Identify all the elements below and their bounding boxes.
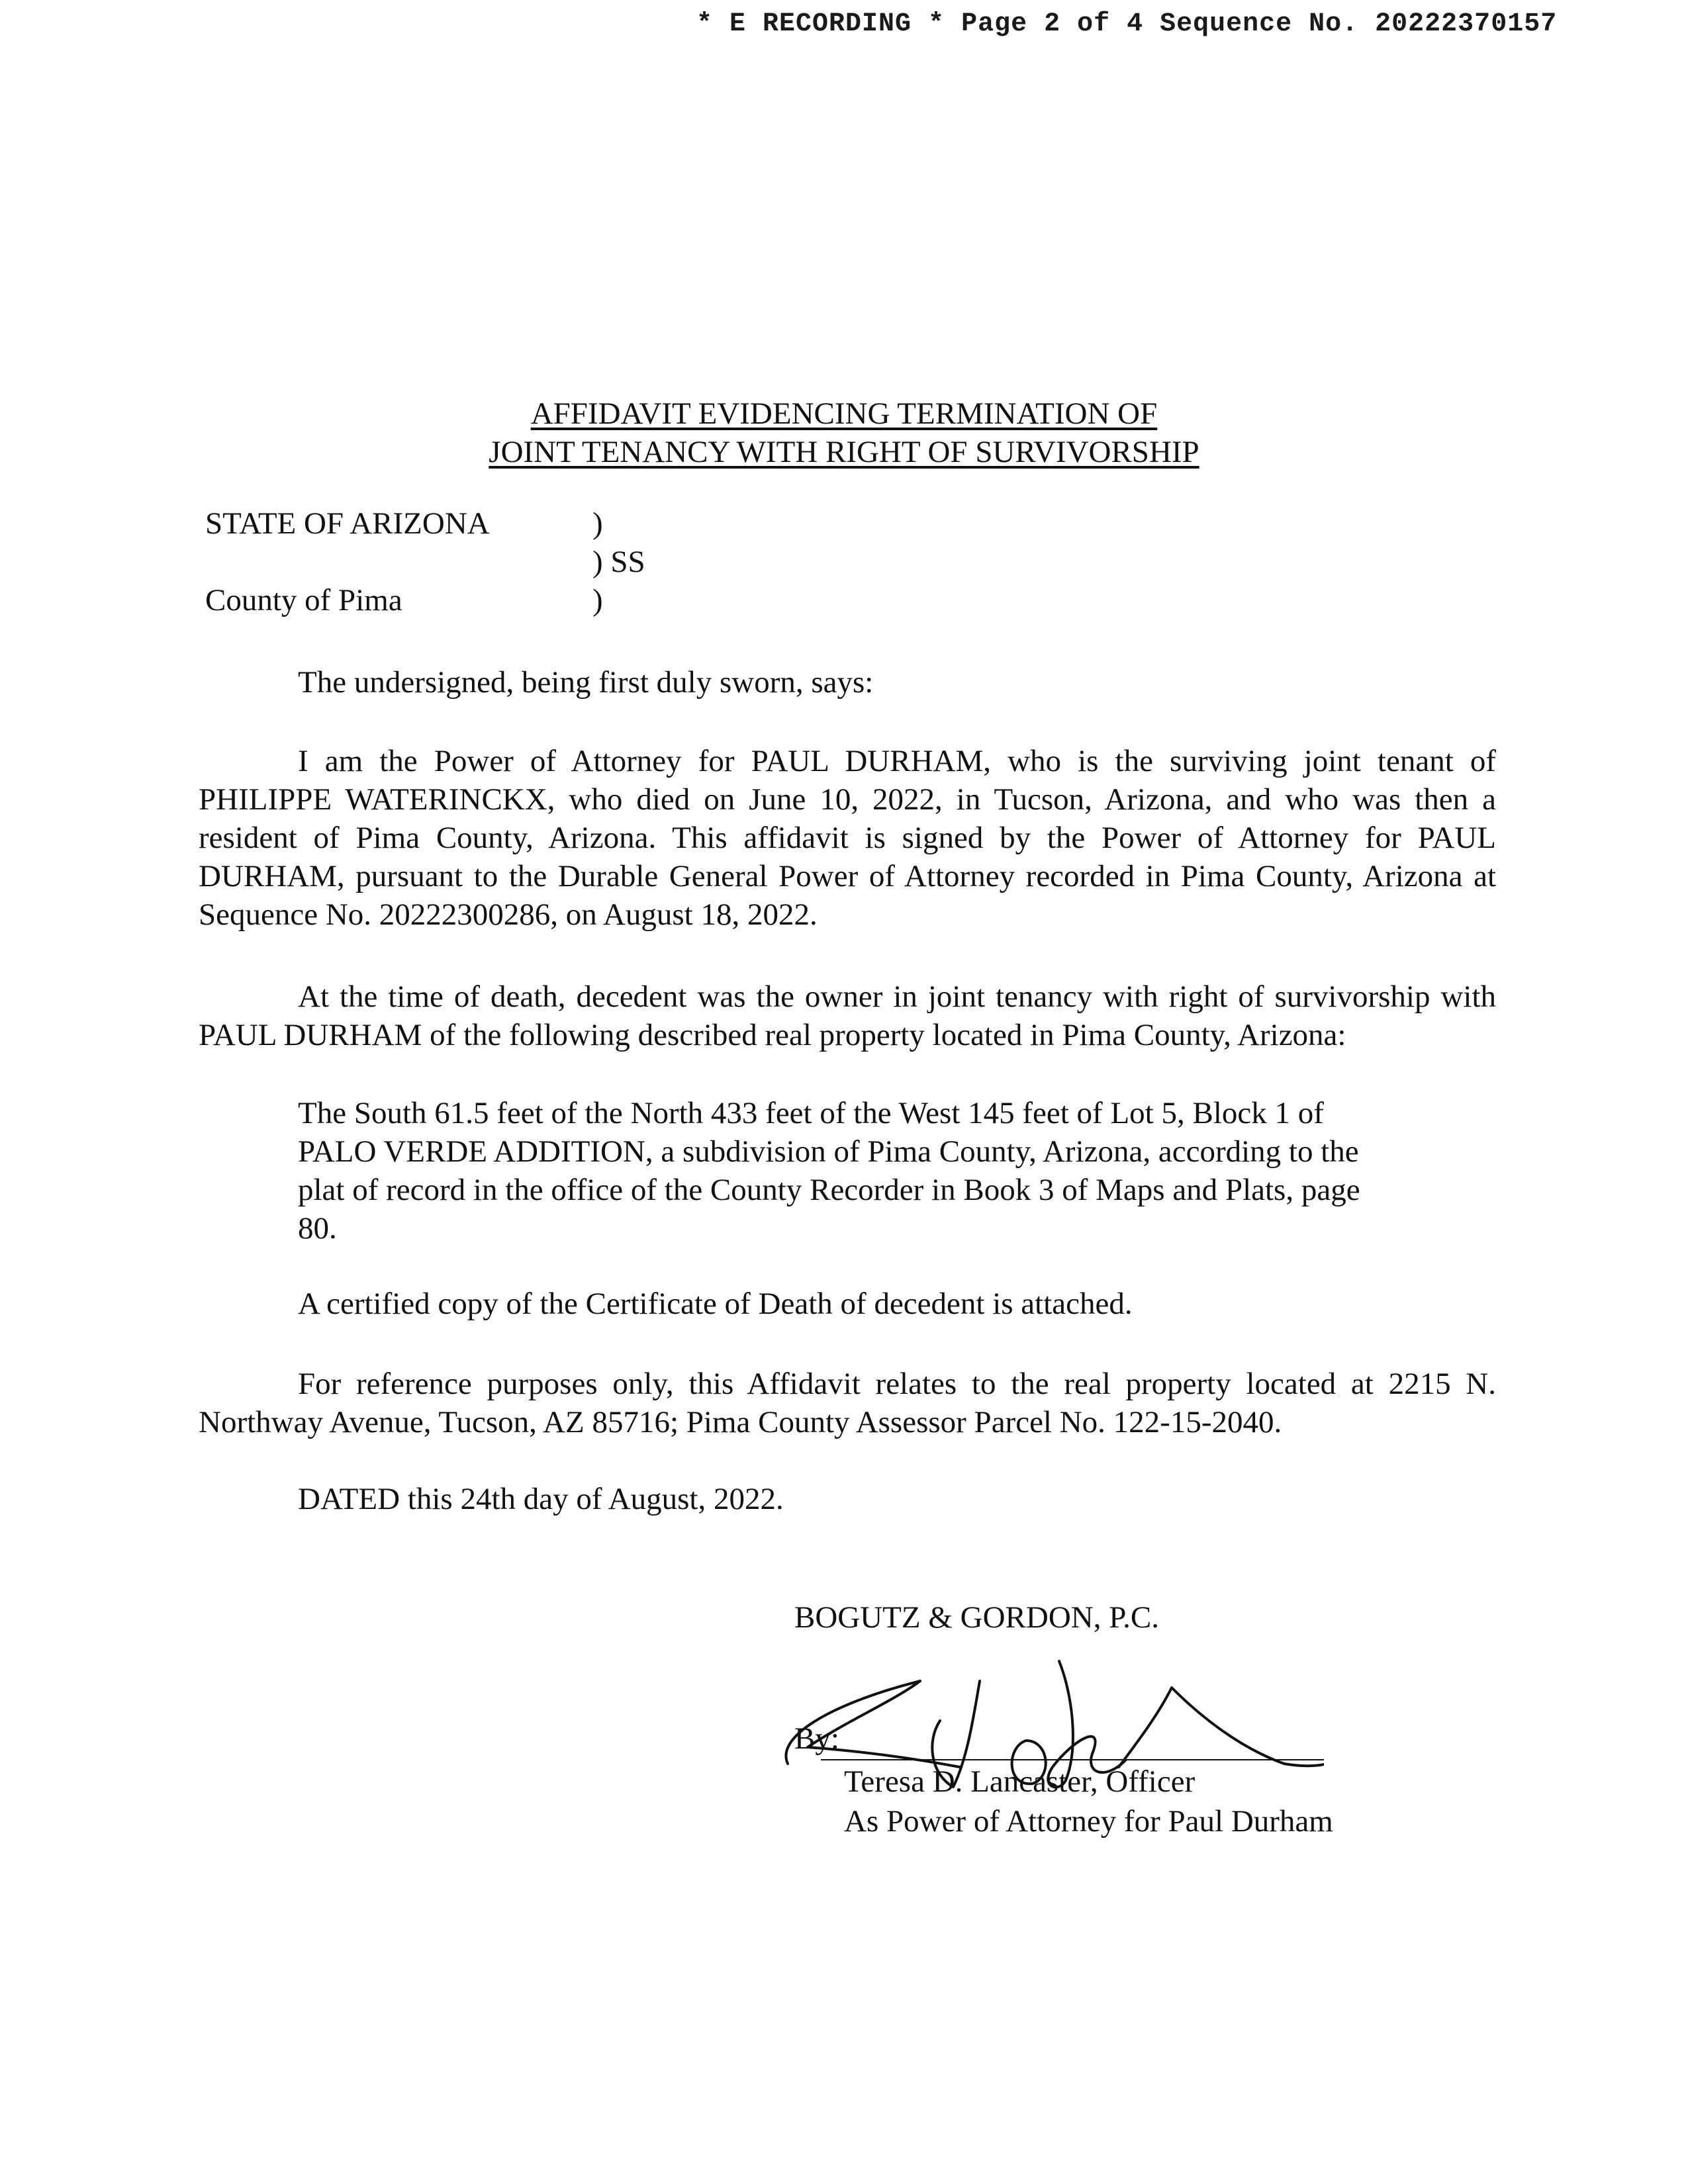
venue-county: County of Pima	[205, 583, 402, 617]
signer-name: Teresa D. Lancaster, Officer	[844, 1764, 1196, 1799]
venue-paren-top: )	[592, 506, 603, 541]
document-title-line-2: JOINT TENANCY WITH RIGHT OF SURVIVORSHIP	[489, 435, 1199, 469]
document-title-line-1: AFFIDAVIT EVIDENCING TERMINATION OF	[530, 396, 1158, 431]
dated-line: DATED this 24th day of August, 2022.	[298, 1482, 784, 1516]
signature-by-label: By:	[794, 1721, 839, 1756]
legal-description: The South 61.5 feet of the North 433 feet of the West 145 feet of Lot 5, Block 1 of PALO VERDE ADDITION, a subdivision of Pima County, Arizona, according to the plat of record in the office of the County Recorder in Book 3 of Maps and Plats, page 80.	[298, 1096, 1360, 1246]
paragraph-death-certificate: A certified copy of the Certificate of Death of decedent is attached.	[298, 1287, 1133, 1321]
venue-state: STATE OF ARIZONA	[205, 506, 490, 541]
oath-statement: The undersigned, being first duly sworn, says:	[298, 665, 874, 700]
signature-firm-name: BOGUTZ & GORDON, P.C.	[794, 1600, 1159, 1635]
recording-stamp: * E RECORDING * Page 2 of 4 Sequence No. 20222370157	[696, 9, 1558, 39]
paragraph-ownership: At the time of death, decedent was the owner in joint tenancy with right of survivorship with PAUL DURHAM of the following described real property located in Pima County, Arizona:	[199, 979, 1496, 1052]
venue-paren-ss: ) SS	[592, 545, 645, 579]
signer-capacity: As Power of Attorney for Paul Durham	[844, 1804, 1333, 1839]
paragraph-power-of-attorney: I am the Power of Attorney for PAUL DURHAM, who is the surviving joint tenant of PHILIPPE WATERINCKX, who died on June 10, 2022, in Tucson, Arizona, and who was then a resident of Pima County, Arizona. This affidavit is signed by the Power of Attorney for PAUL DURHAM, pursuant to the Durable General Power of Attorney recorded in Pima County, Arizona at Sequence No. 20222300286, on August 18, 2022.	[199, 744, 1496, 932]
paragraph-reference: For reference purposes only, this Affidavit relates to the real property located at 2215 N. Northway Avenue, Tucson, AZ 85716; Pima County Assessor Parcel No. 122-15-2040.	[199, 1367, 1496, 1439]
venue-paren-bottom: )	[592, 583, 603, 617]
